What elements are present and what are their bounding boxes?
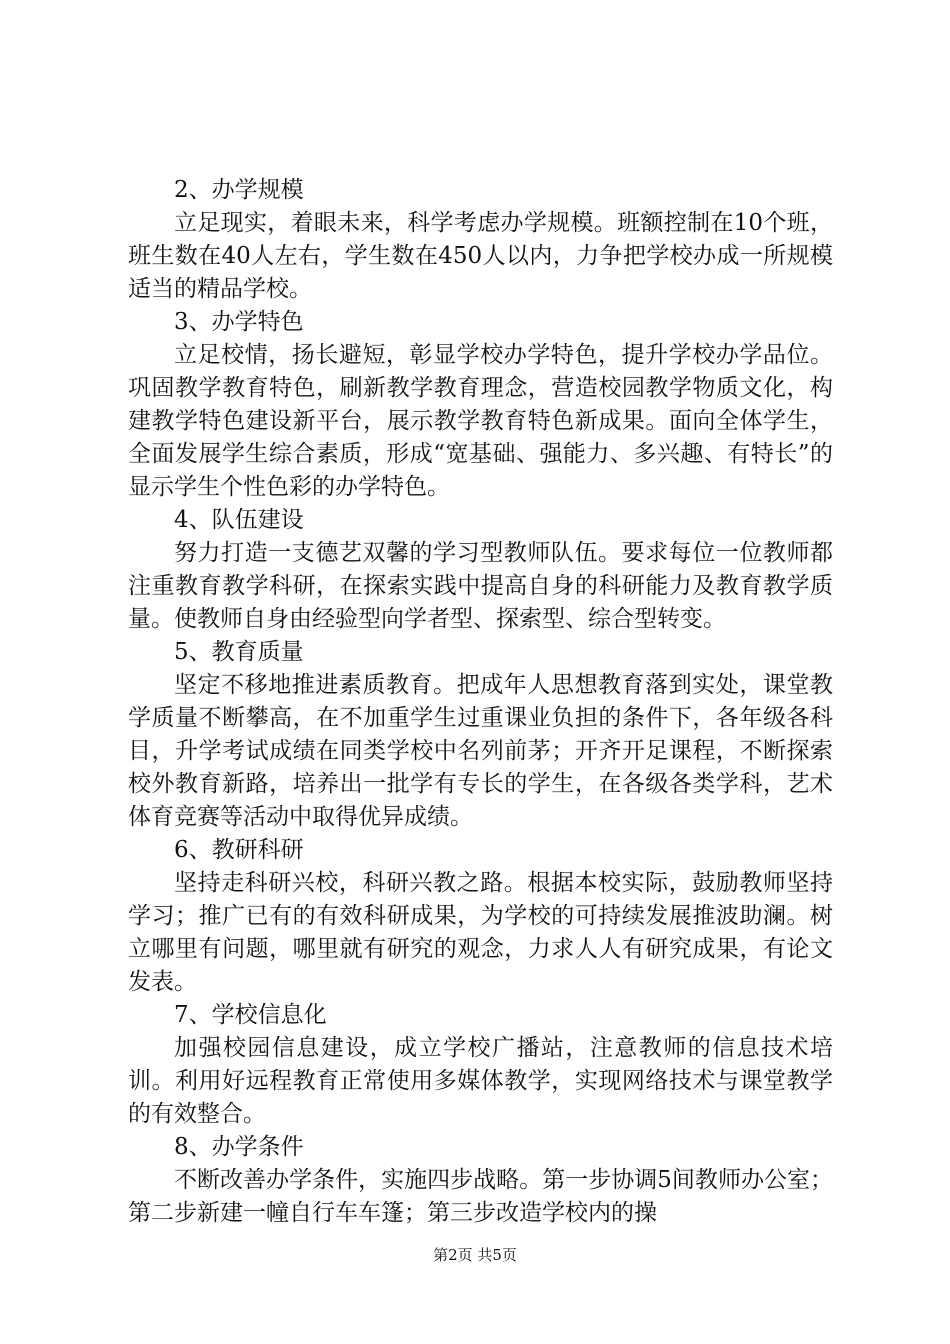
section-heading: 3、办学特色 (174, 309, 304, 335)
section-heading: 7、学校信息化 (174, 1002, 327, 1028)
section-heading: 6、教研科研 (174, 837, 304, 863)
section-conditions (128, 1131, 833, 1230)
section-heading: 2、办学规模 (174, 177, 304, 203)
section-heading: 5、教育质量 (174, 639, 304, 665)
section-paragraph: 立足现实，着眼未来，科学考虑办学规模。班额控制在10个班，班生数在40人左右，学生数在450人以内，力争把学校办成一所规模适当的精品学校。 (128, 210, 833, 302)
section-paragraph: 加强校园信息建设，成立学校广播站，注意教师的信息技术培训。利用好远程教育正常使用多媒体教学，实现网络技术与课堂教学的有效整合。 (128, 1035, 833, 1127)
section-paragraph: 坚定不移地推进素质教育。把成年人思想教育落到实处，课堂教学质量不断攀高，在不加重学生过重课业负担的条件下，各年级各科目，升学考试成绩在同类学校中名列前茅；开齐开足课程，不断探索校外教育新路，培养出一批学有专长的学生，在各级各类学科，艺术体育竞赛等活动中取得优异成绩。 (128, 672, 833, 830)
section-paragraph: 努力打造一支德艺双馨的学习型教师队伍。要求每位一位教师都注重教育教学科研，在探索实践中提高自身的科研能力及教育教学质量。使教师自身由经验型向学者型、探索型、综合型转变。 (128, 540, 833, 632)
section-features (128, 306, 833, 504)
section-paragraph: 坚持走科研兴校，科研兴教之路。根据本校实际，鼓励教师坚持学习；推广已有的有效科研成果，为学校的可持续发展推波助澜。树立哪里有问题，哪里就有研究的观念，力求人人有研究成果，有论文发表。 (128, 870, 833, 995)
section-research (128, 834, 833, 999)
section-heading: 8、办学条件 (174, 1134, 304, 1160)
section-heading: 4、队伍建设 (174, 507, 304, 533)
section-it (128, 999, 833, 1131)
section-paragraph: 立足校情，扬长避短，彰显学校办学特色，提升学校办学品位。巩固教学教育特色，刷新教学教育理念，营造校园教学物质文化，构建教学特色建设新平台，展示教学教育特色新成果。面向全体学生，全面发展学生综合素质，形成“宽基础、强能力、多兴趣、有特长”的显示学生个性色彩的办学特色。 (128, 342, 833, 500)
section-scale (128, 174, 833, 306)
section-paragraph: 不断改善办学条件，实施四步战略。第一步协调5间教师办公室；第二步新建一幢自行车车篷；第三步改造学校内的操 (128, 1167, 833, 1226)
page-number-footer: 第2页 共5页 (433, 1246, 517, 1264)
document-body (128, 174, 833, 1230)
section-team (128, 504, 833, 636)
section-quality (128, 636, 833, 834)
